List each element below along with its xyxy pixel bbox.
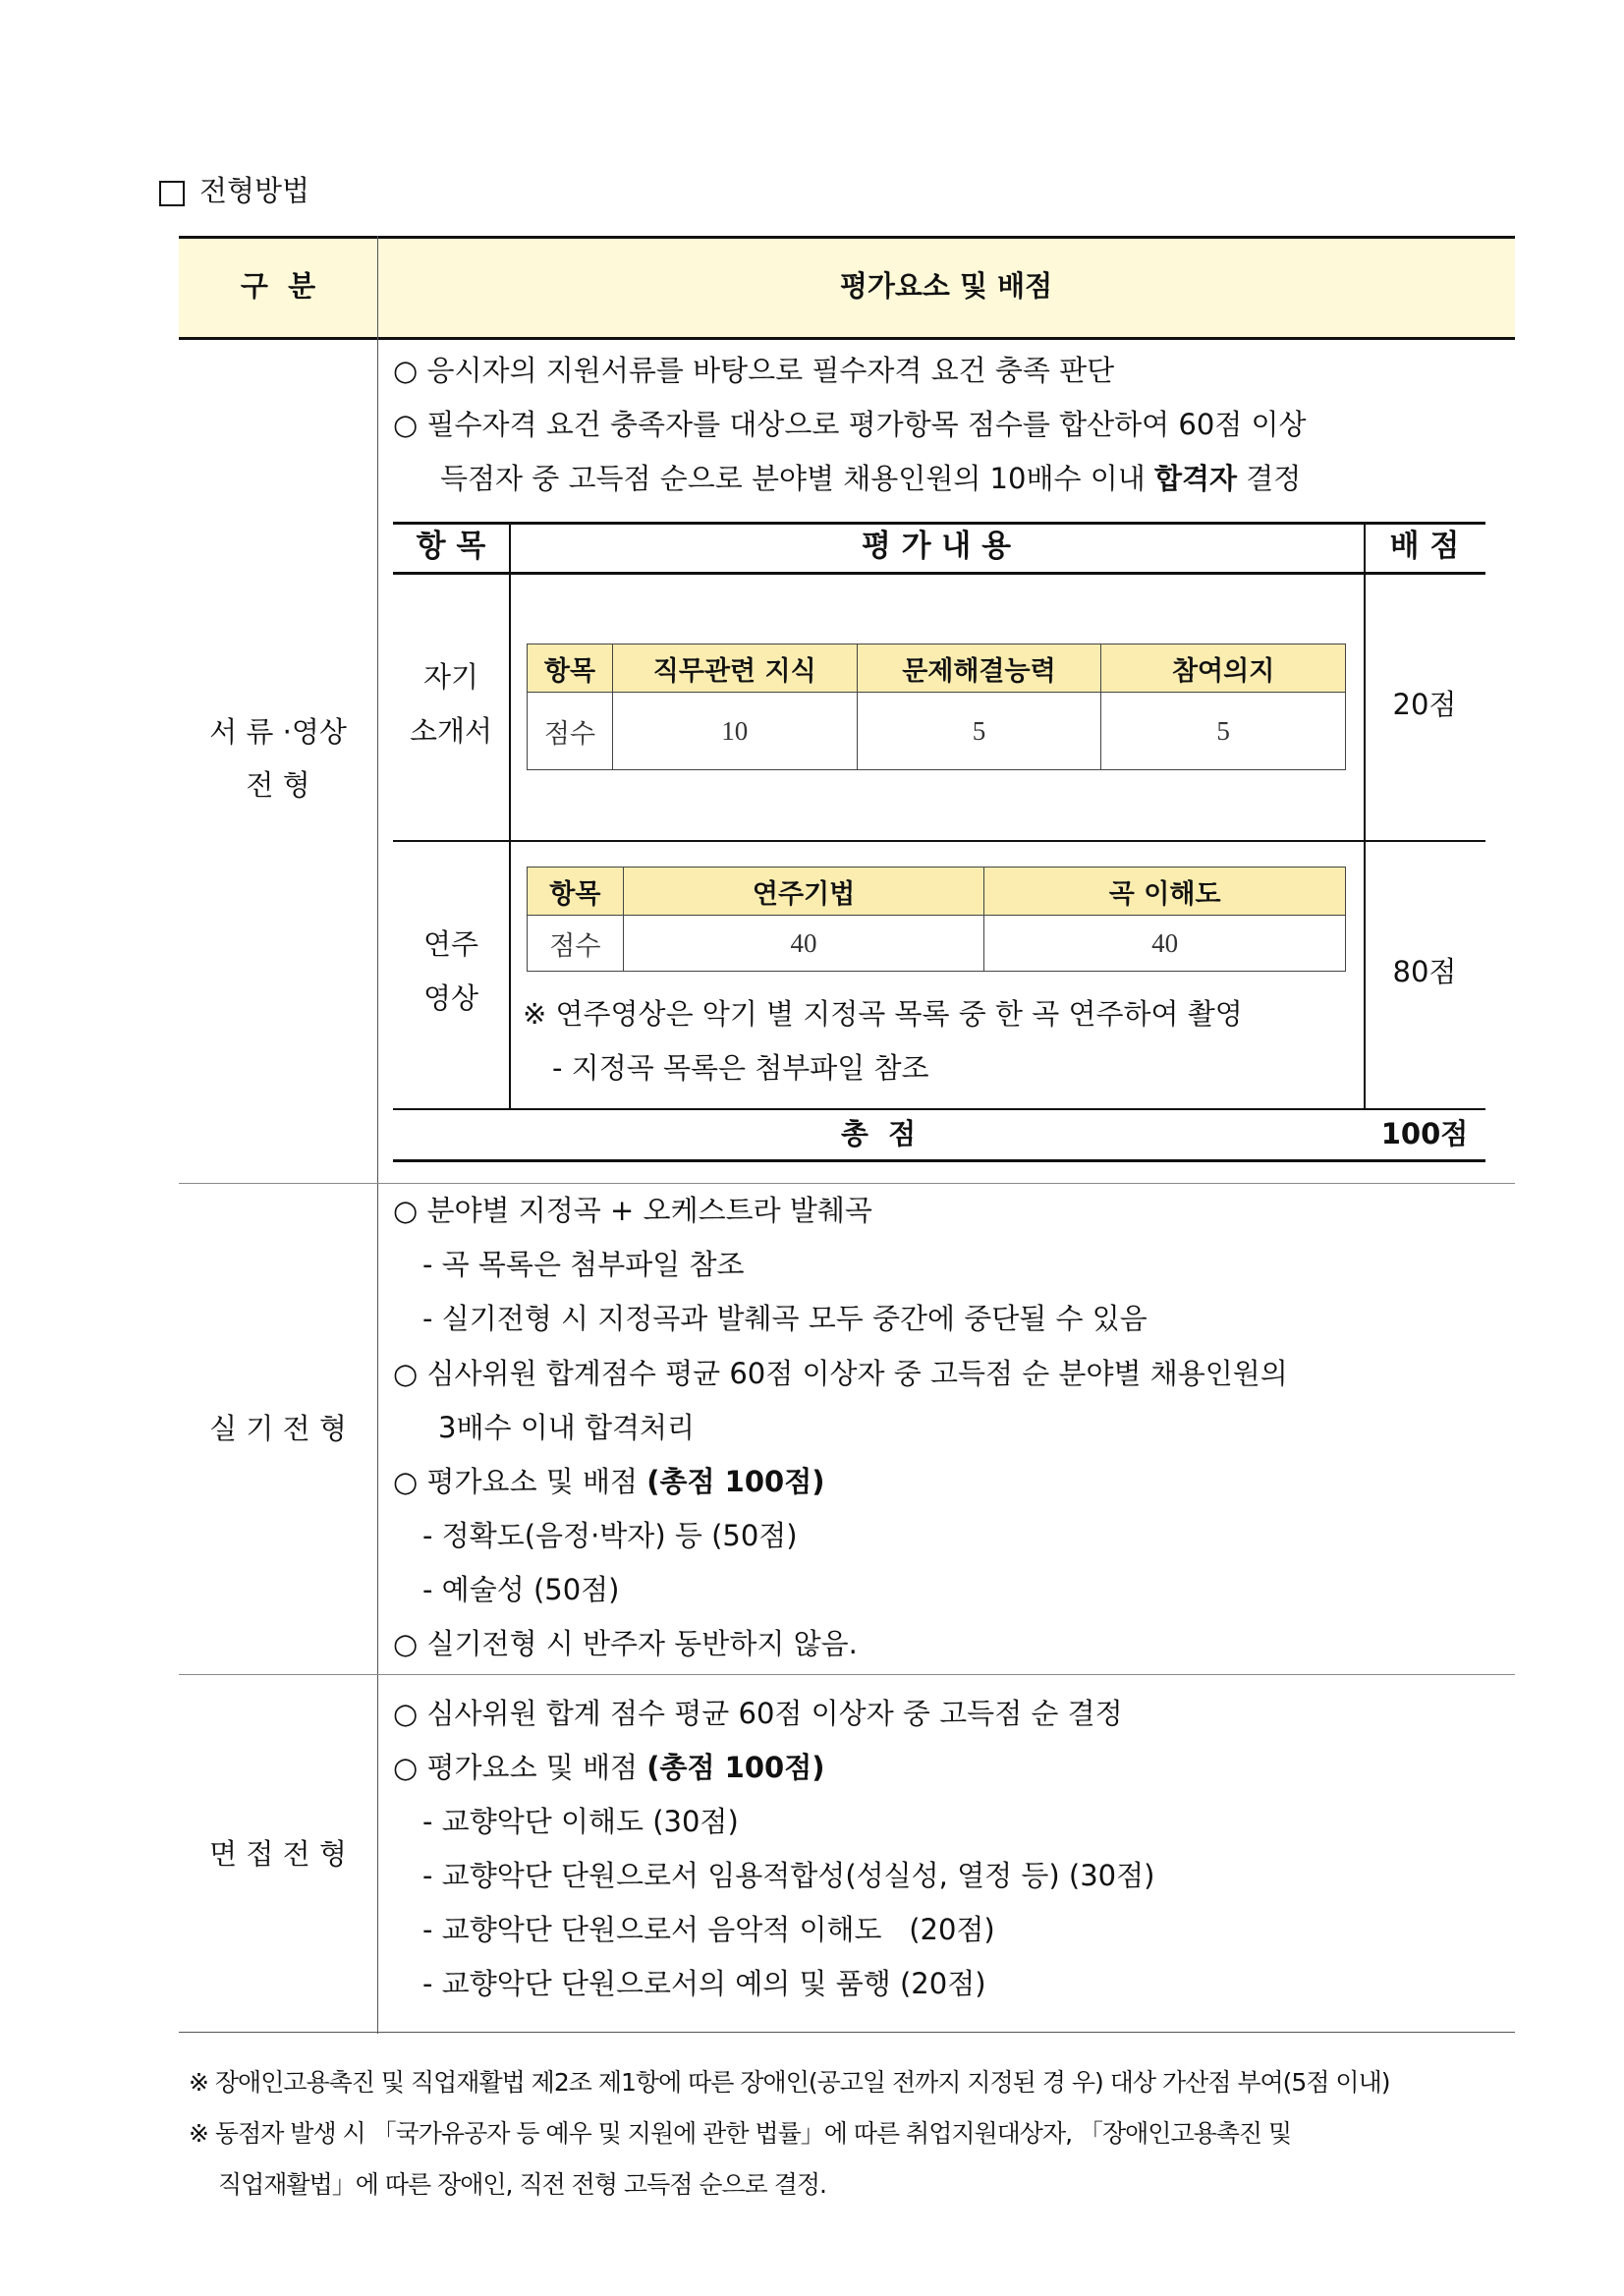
table-header-cell: 직무관련 지식 [612, 644, 857, 693]
total-points: 100점 [1380, 1117, 1469, 1150]
eval-table-header-bottom [393, 572, 1485, 575]
self-intro-score-table [527, 644, 1346, 770]
practical-eval-line [393, 1465, 824, 1499]
interview-line-1: ○ 심사위원 합계 점수 평균 60점 이상자 중 고득점 순 결정 [393, 1697, 1123, 1730]
table-header-cell: 연주기법 [623, 868, 984, 916]
eval-header-content: 평 가 내 용 [861, 529, 1012, 564]
table-cell: 점수 [528, 916, 624, 972]
practical-stage-label: 실 기 전 형 [209, 1412, 347, 1445]
document-bullet-2-text: 득점자 중 고득점 순으로 분야별 채용인원의 10배수 이내 [440, 462, 1154, 495]
table-header-cell: 곡 이해도 [984, 868, 1346, 916]
footnote-1: ※ 장애인고용촉진 및 직업재활법 제2조 제1항에 따른 장애인(공고일 전까지 지정된 경 우) 대상 가산점 부여(5점 이내) [189, 2068, 1390, 2097]
performance-label-1: 연주 [422, 927, 479, 961]
eval-header-score: 배 점 [1389, 529, 1460, 564]
practical-line-1: ○ 분야별 지정곡 + 오케스트라 발췌곡 [393, 1194, 872, 1227]
interview-line-3: - 교향악단 단원으로서 임용적합성(성실성, 열정 등) (30점) [422, 1859, 1155, 1892]
total-label: 총 점 [840, 1117, 917, 1150]
document-bullet-2-line-2 [440, 462, 1301, 496]
practical-eval-text: ○ 평가요소 및 배점 [393, 1465, 647, 1498]
interview-stage-label: 면 접 전 형 [209, 1837, 347, 1871]
table-cell: 5 [857, 693, 1101, 770]
eval-row-divider [393, 840, 1485, 842]
performance-note-2: - 지정곡 목록은 첨부파일 참조 [552, 1051, 929, 1085]
practical-line-2: - 곡 목록은 첨부파일 참조 [422, 1248, 745, 1281]
section-title: 전형방법 [199, 174, 310, 207]
performance-points: 80점 [1392, 955, 1457, 988]
row-divider-2 [179, 1674, 1515, 1675]
column-divider [377, 236, 378, 2034]
practical-line-6: - 정확도(음정·박자) 등 (50점) [422, 1519, 798, 1552]
table-cell: 점수 [528, 693, 613, 770]
interview-eval-text: ○ 평가요소 및 배점 [393, 1751, 647, 1784]
practical-line-4: ○ 심사위원 합계점수 평균 60점 이상자 중 고득점 순 분야별 채용인원의 [393, 1357, 1288, 1390]
table-cell: 5 [1101, 693, 1346, 770]
practical-eval-total: (총점 100점) [646, 1465, 825, 1498]
interview-eval-total: (총점 100점) [646, 1751, 825, 1784]
interview-line-5: - 교향악단 단원으로서의 예의 및 품행 (20점) [422, 1967, 986, 2000]
self-intro-label-1: 자기 [422, 660, 479, 694]
table-cell: 10 [612, 693, 857, 770]
table-row [528, 693, 1346, 770]
table-header-cell: 항목 [528, 644, 613, 693]
performance-label-2: 영상 [422, 981, 479, 1015]
eval-header-item: 항 목 [416, 529, 486, 564]
practical-line-7: - 예술성 (50점) [422, 1573, 620, 1606]
footnote-2-line-1: ※ 동점자 발생 시 「국가유공자 등 예우 및 지원에 관한 법률」에 따른 취업지원대상자, 「장애인고용촉진 및 [189, 2119, 1292, 2148]
table-header-cell: 문제해결능력 [857, 644, 1101, 693]
eval-table-top [393, 522, 1485, 525]
table-bottom-border [179, 2032, 1515, 2033]
practical-line-3: - 실기전형 시 지정곡과 발췌곡 모두 중간에 중단될 수 있음 [422, 1302, 1148, 1335]
interview-eval-line [393, 1751, 824, 1785]
document-stage-label-2: 전 형 [246, 768, 310, 802]
document-bullet-2-line-1: ○ 필수자격 요건 충족자를 대상으로 평가항목 점수를 합산하여 60점 이상 [393, 408, 1307, 441]
performance-note-1: ※ 연주영상은 악기 별 지정곡 목록 중 한 곡 연주하여 촬영 [523, 997, 1243, 1031]
performance-score-table [527, 867, 1346, 972]
eval-table-bottom [393, 1159, 1485, 1162]
table-cell: 40 [984, 916, 1346, 972]
header-category: 구 분 [240, 269, 316, 303]
document-bullet-2-end: 결정 [1237, 462, 1302, 495]
checkbox-icon [159, 181, 185, 206]
self-intro-points: 20점 [1392, 688, 1457, 721]
practical-line-5: 3배수 이내 합격처리 [438, 1411, 695, 1444]
table-cell: 40 [623, 916, 984, 972]
table-row [528, 916, 1346, 972]
table-row [528, 868, 1346, 916]
eval-col-divider-1 [509, 522, 511, 1109]
row-divider-1 [179, 1183, 1515, 1184]
eval-col-divider-2 [1364, 522, 1366, 1109]
interview-line-2: - 교향악단 이해도 (30점) [422, 1805, 739, 1838]
practical-line-8: ○ 실기전형 시 반주자 동반하지 않음. [393, 1627, 858, 1660]
passer-emphasis: 합격자 [1153, 462, 1238, 495]
self-intro-label-2: 소개서 [409, 714, 493, 748]
document-bullet-1: ○ 응시자의 지원서류를 바탕으로 필수자격 요건 충족 판단 [393, 354, 1115, 387]
document-stage-label-1: 서 류 ·영상 [209, 715, 347, 749]
interview-line-4: - 교향악단 단원으로서 음악적 이해도 (20점) [422, 1913, 995, 1946]
eval-total-top [393, 1108, 1485, 1110]
footnote-2-line-2: 직업재활법」에 따른 장애인, 직전 전형 고득점 순으로 결정. [218, 2170, 826, 2199]
header-bottom-border [179, 337, 1515, 340]
header-criteria: 평가요소 및 배점 [839, 269, 1053, 303]
table-header-cell: 항목 [528, 868, 624, 916]
table-header-cell: 참여의지 [1101, 644, 1346, 693]
table-row [528, 644, 1346, 693]
